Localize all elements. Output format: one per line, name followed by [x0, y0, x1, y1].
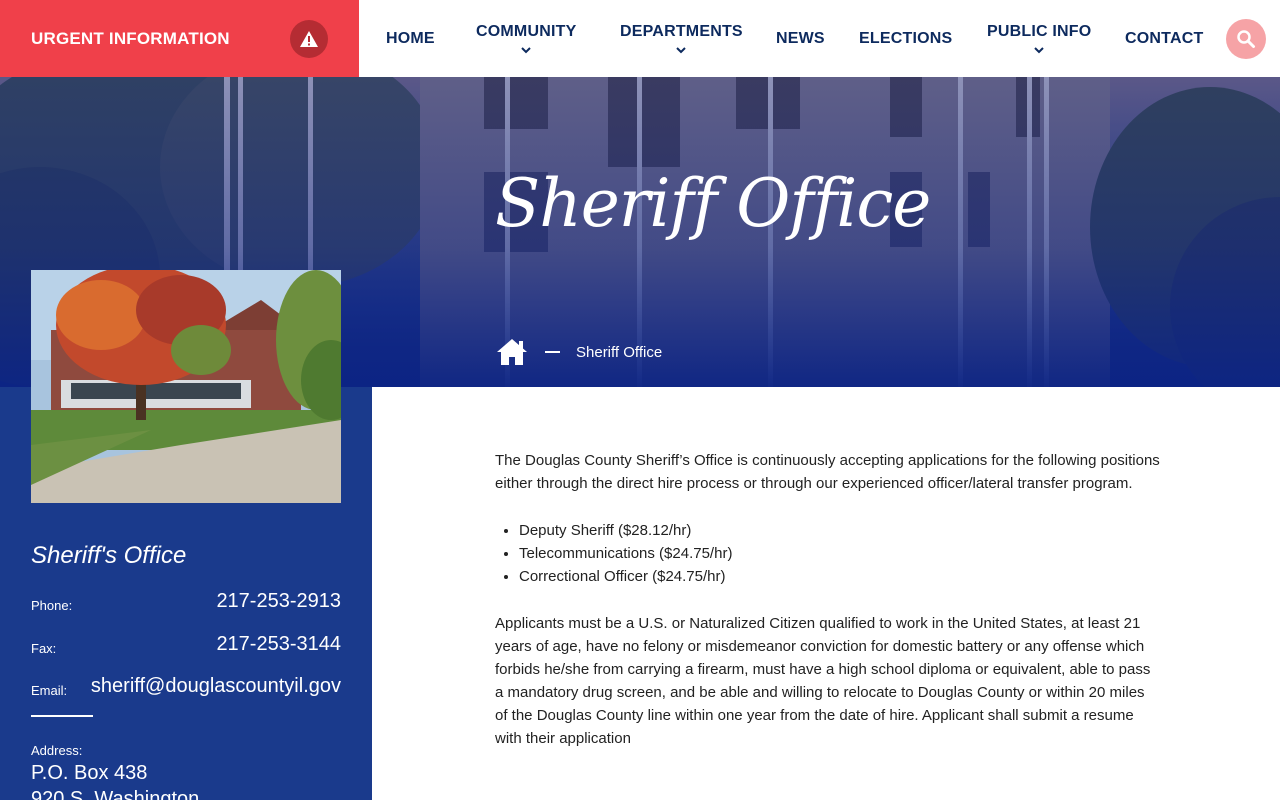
nav-home-label: HOME [386, 29, 435, 47]
chevron-down-icon [1034, 45, 1044, 55]
intro-paragraph: The Douglas County Sheriff’s Office is continuously accepting applications for the following positions either through the direct hire process or through our experienced officer/lateral transfer program. [495, 452, 1160, 492]
requirements-paragraph: Applicants must be a U.S. or Naturalized Citizen qualified to work in the United States, at least 21 years of age, have no felony or misdemeanor conviction for domestic battery or any offense which forbids he/she from carrying a firearm, must have a high school diploma or equivalent, able to pass a mandatory drug screen, and be able and willing to relocate to Douglas County or within 20 miles of the Douglas County line within one year from the date of hire. Applicant shall submit a resume with their application [495, 615, 1151, 747]
list-item: • Deputy Sheriff ($28.12/hr) [519, 519, 1160, 542]
office-name: Sheriff's Office [31, 542, 187, 569]
search-button[interactable] [1226, 19, 1266, 59]
breadcrumb-separator [545, 351, 560, 353]
nav-news[interactable] [776, 0, 825, 77]
search-icon [1236, 29, 1256, 49]
nav-contact[interactable] [1125, 0, 1203, 77]
list-item: • Correctional Officer ($24.75/hr) [519, 565, 1160, 588]
urgent-information-label: URGENT INFORMATION [31, 28, 230, 48]
email-label: Email: [31, 683, 68, 698]
main-content [495, 449, 1160, 774]
nav-elections[interactable] [859, 0, 952, 77]
address-line: 920 S. Washington [31, 788, 200, 810]
nav-news-label: NEWS [776, 29, 825, 47]
nav-community[interactable] [476, 0, 576, 77]
chevron-down-icon [521, 45, 531, 55]
urgent-information-button[interactable] [0, 0, 359, 77]
phone-link[interactable]: 217-253-2913 [216, 590, 341, 612]
list-item: • Telecommunications ($24.75/hr) [519, 542, 1160, 565]
page-title: Sheriff Office [495, 165, 931, 242]
email-link[interactable]: sheriff@douglascountyil.gov [90, 675, 341, 697]
nav-public-info[interactable] [987, 0, 1091, 77]
phone-label: Phone: [31, 598, 73, 613]
address-line: P.O. Box 438 [31, 762, 148, 784]
positions-list [495, 519, 1160, 588]
nav-departments[interactable] [620, 0, 743, 77]
fax-label: Fax: [31, 641, 57, 656]
site-header [0, 0, 1280, 77]
chevron-down-icon [676, 45, 686, 55]
nav-contact-label: CONTACT [1125, 29, 1204, 47]
warning-icon [290, 20, 328, 58]
breadcrumb-current: Sheriff Office [576, 343, 663, 361]
nav-departments-label: DEPARTMENTS [620, 22, 743, 40]
address-label: Address: [31, 743, 83, 758]
fax-value: 217-253-3144 [216, 633, 341, 655]
breadcrumb [495, 337, 662, 367]
office-building-photo [31, 270, 341, 503]
nav-elections-label: ELECTIONS [859, 29, 953, 47]
home-icon[interactable] [495, 337, 529, 367]
nav-community-label: COMMUNITY [476, 22, 577, 40]
sidebar-divider [31, 715, 93, 717]
nav-home[interactable] [386, 0, 435, 77]
nav-public-info-label: PUBLIC INFO [987, 22, 1092, 40]
